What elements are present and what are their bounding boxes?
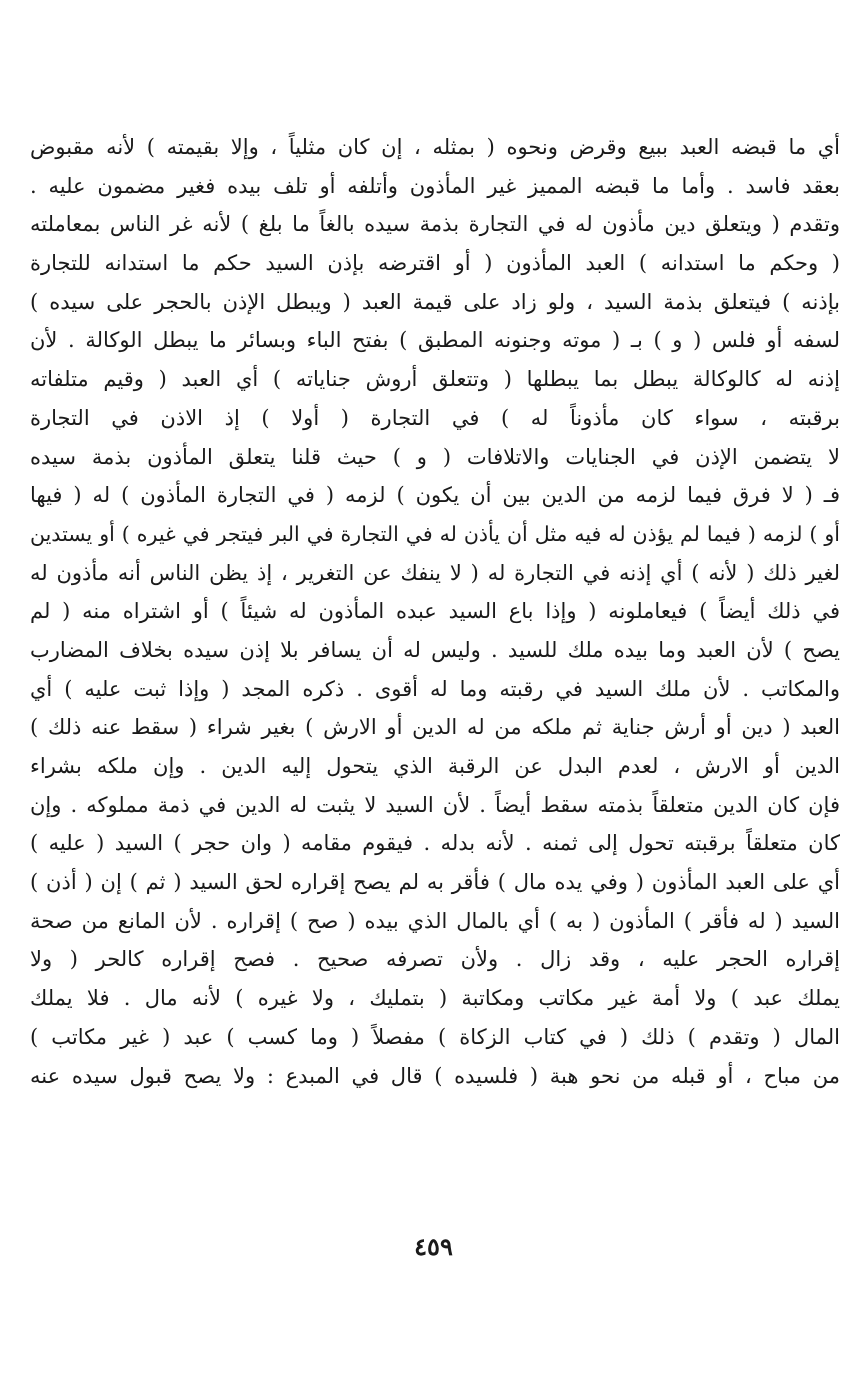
text-line: لغير ذلك ( لأنه ) أي إذنه في التجارة له ( لا ينفك عن التغرير ، إذ يظن الناس أنه مأذون له	[30, 560, 840, 585]
text-line: المال ( وتقدم ) ذلك ( في كتاب الزكاة ) مفصلاً ( وما كسب ) عبد ( غير مكاتب )	[30, 1024, 840, 1049]
page-number: ٤٥٩	[414, 1232, 453, 1261]
text-line: يملك عبد ) ولا أمة غير مكاتب ومكاتبة ( بتمليك ، ولا غيره ) لأنه مال . فلا يملك	[30, 986, 840, 1011]
text-line: السيد ( له فأقر ) المأذون ( به ) أي بالمال الذي بيده ( صح ) إقراره . لأن المانع من صحة	[30, 908, 840, 933]
text-line: لسفه أو فلس ( و ) بـ ( موته وجنونه المطبق ) بفتح الباء وبسائر ما يبطل الوكالة . لأن	[30, 328, 840, 353]
text-line: أي ما قبضه العبد ببيع وقرض ونحوه ( بمثله ، إن كان مثلياً ، وإلا بقيمته ) لأنه مقبوض	[30, 135, 840, 159]
text-line: كان متعلقاً برقبته تحول إلى ثمنه . لأنه بدله . فيقوم مقامه ( وان حجر ) السيد ( عليه )	[30, 831, 840, 856]
text-line: بإذنه ) فيتعلق بذمة السيد ، ولو زاد على قيمة العبد ( ويبطل الإذن بالحجر على سيده )	[30, 289, 840, 314]
text-line: إقراره الحجر عليه ، وقد زال . ولأن تصرفه صحيح . فصح إقراره كالحر ( ولا	[30, 947, 840, 972]
page-body-text	[30, 128, 840, 1095]
text-line: الدين أو الارش ، لعدم البدل عن الرقبة الذي يتحول إليه الدين . وإن ملكه بشراء	[30, 754, 840, 778]
text-line: من مباح ، أو قبله من نحو هبة ( فلسيده ) قال في المبدع : ولا يصح قبول سيده عنه	[30, 1063, 840, 1088]
text-line: فـ ( لا فرق فيما لزمه من الدين بين أن يكون ) لزمه ( في التجارة المأذون ) له ( فيها	[30, 483, 840, 508]
text-line: وتقدم ( ويتعلق دين مأذون له في التجارة بذمة سيده بالغاً ما بلغ ) لأنه غر الناس بمعاملته	[30, 212, 840, 237]
text-line: والمكاتب . لأن ملك السيد في رقبته وما له أقوى . ذكره المجد ( وإذا ثبت عليه ) أي	[30, 676, 840, 701]
text-line: برقبته ، سواء كان مأذوناً له ) في التجارة ( أولا ) إذ الاذن في التجارة	[30, 405, 840, 430]
text-line: العبد ( دين أو أرش جناية ثم ملكه من له الدين أو الارش ) بغير شراء ( سقط عنه ذلك )	[30, 715, 840, 740]
text-line: أو ) لزمه ( فيما لم يؤذن له فيه مثل أن يأذن له في التجارة في البر فيتجر في غيره ) أو يستدين	[30, 521, 840, 546]
text-line: فإن كان الدين متعلقاً بذمته سقط أيضاً . لأن السيد لا يثبت له الدين في ذمة مملوكه . وإن	[30, 792, 840, 817]
text-line: في ذلك أيضاً ) فيعاملونه ( وإذا باع السيد عبده المأذون له شيئاً ) أو اشتراه منه ( لم	[30, 599, 840, 624]
text-line: ( وحكم ما استدانه ) العبد المأذون ( أو اقترضه بإذن السيد حكم ما استدانه للتجارة	[30, 251, 840, 276]
text-line: إذنه له كالوكالة يبطل بما يبطلها ( وتتعلق أروش جناياته ) أي العبد ( وقيم متلفاته	[30, 367, 840, 392]
text-line: بعقد فاسد . وأما ما قبضه المميز غير المأذون وأتلفه أو تلف بيده فغير مضمون عليه .	[30, 173, 840, 198]
text-line: لا يتضمن الإذن في الجنايات والاتلافات ( و ) حيث قلنا يتعلق المأذون بذمة سيده	[30, 444, 840, 469]
text-line: يصح ) لأن العبد وما بيده ملك للسيد . وليس له أن يسافر بلا إذن سيده بخلاف المضارب	[30, 637, 840, 662]
text-line: أي على العبد المأذون ( وفي يده مال ) فأقر به لم يصح إقراره لحق السيد ( ثم ) إن ( أذن )	[30, 870, 840, 895]
